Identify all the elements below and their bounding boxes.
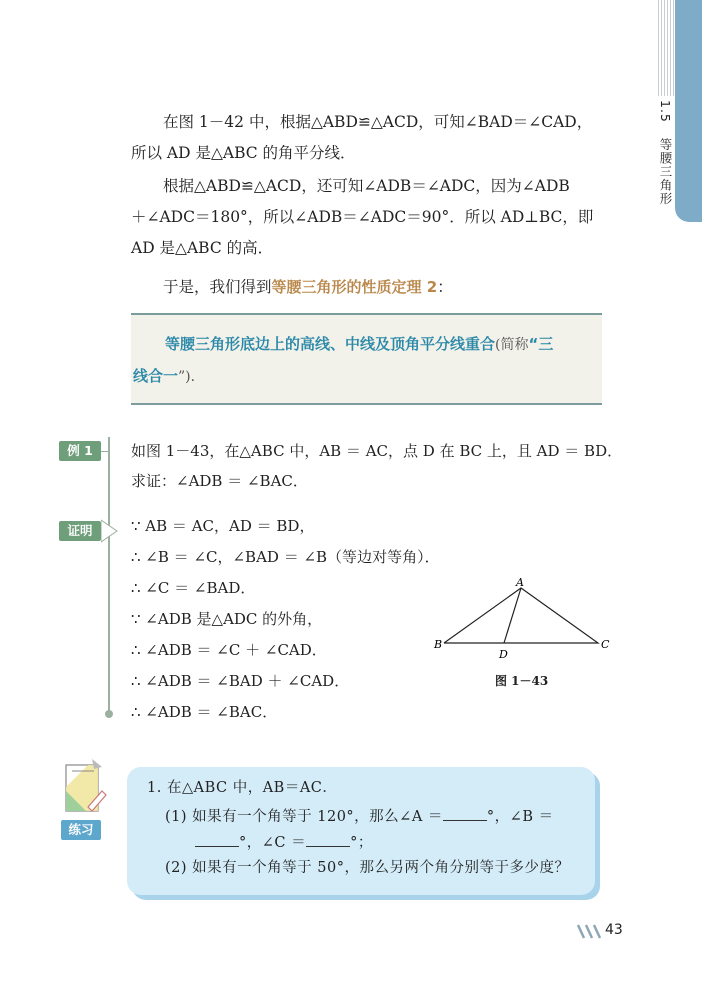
- exercise-notebook-icon: [58, 757, 110, 819]
- section-heading: [648, 100, 674, 205]
- page-number: 43: [605, 922, 623, 938]
- theorem-quote-2: 线合一: [133, 367, 179, 385]
- para2-line1: 根据△ABD≌△ACD，还可知∠ADB＝∠ADC，因为∠ADB: [163, 177, 570, 195]
- proof-line: ∵ AB ＝ AC，AD ＝ BD，: [131, 517, 315, 535]
- proof-line: ∴ ∠B ＝ ∠C，∠BAD ＝ ∠B（等边对等角）．: [131, 548, 440, 566]
- theorem-name: 等腰三角形的性质定理 2: [271, 278, 438, 296]
- para2-line3: AD 是△ABC 的高．: [131, 239, 274, 257]
- page-slashes-icon: [576, 922, 604, 940]
- theorem-note-open: (简称: [495, 337, 529, 353]
- para3: [163, 272, 453, 302]
- timeline-end-dot: [105, 710, 113, 718]
- proof-line: ∴ ∠ADB ＝ ∠BAD ＋ ∠CAD．: [131, 672, 350, 690]
- answer-blank-B[interactable]: [195, 832, 239, 847]
- exercise-q1: 1. 在△ABC 中，AB＝AC．: [147, 780, 338, 796]
- example-line2: 求证：∠ADB ＝ ∠BAC．: [131, 472, 308, 490]
- answer-blank-A[interactable]: [443, 806, 487, 821]
- para3-prefix: 于是，我们得到: [163, 278, 272, 296]
- proof-line: ∵ ∠ADB 是△ADC 的外角，: [131, 610, 323, 628]
- para1-line2: 所以 AD 是△ABC 的角平分线．: [131, 144, 356, 162]
- proof-line: ∴ ∠ADB ＝ ∠BAC．: [131, 703, 278, 721]
- section-number: 1.5: [658, 100, 673, 123]
- para1-line1: 在图 1－42 中，根据△ABD≌△ACD，可知∠BAD＝∠CAD，: [163, 113, 593, 131]
- exercise-q1a-line1: [165, 806, 554, 827]
- q1a-text-4: °；: [350, 835, 373, 851]
- q1a-text-2: °，∠B ＝: [486, 809, 554, 825]
- section-title: 等腰三角形: [658, 137, 673, 206]
- para3-suffix: ：: [437, 278, 453, 296]
- proof-timeline: [108, 437, 110, 713]
- proof-line: ∴ ∠C ＝ ∠BAD．: [131, 579, 256, 597]
- triangle-figure: [425, 570, 615, 665]
- example-line1: 如图 1－43，在△ABC 中，AB ＝ AC，点 D 在 BC 上，且 AD ＝ BD．: [131, 442, 623, 460]
- label-C: C: [601, 638, 610, 651]
- theorem-note-close: ”)．: [178, 369, 205, 385]
- proof-line: ∴ ∠ADB ＝ ∠C ＋ ∠CAD．: [131, 641, 327, 659]
- exercise-tag: 练习: [61, 820, 101, 840]
- label-A: A: [516, 576, 524, 589]
- answer-blank-C[interactable]: [306, 832, 350, 847]
- para2-line2: ＋∠ADC＝180°，所以∠ADB＝∠ADC＝90°．所以 AD⊥BC，即: [131, 208, 594, 226]
- example-tag: 例 1: [59, 441, 101, 461]
- q1a-text-1: (1) 如果有一个角等于 120°，那么∠A ＝: [165, 809, 443, 825]
- theorem-statement: 等腰三角形底边上的高线、中线及顶角平分线重合: [165, 335, 496, 353]
- proof-arrow-icon: [101, 519, 119, 543]
- header-decorative-lines: [658, 0, 674, 96]
- proof-tag: 证明: [59, 521, 101, 541]
- chapter-tab: [675, 0, 702, 222]
- label-B: B: [434, 638, 443, 651]
- theorem-box: [131, 313, 602, 405]
- q1a-text-3: °，∠C ＝: [239, 835, 307, 851]
- label-D: D: [499, 648, 508, 661]
- exercise-q1a-line2: [195, 832, 373, 853]
- theorem-quote-1: “三: [528, 335, 554, 353]
- example-connector: [101, 451, 109, 452]
- figure-caption: 图 1－43: [495, 674, 549, 688]
- theorem-text: [131, 329, 593, 393]
- exercise-q1b: (2) 如果有一个角等于 50°，那么另两个角分别等于多少度？: [165, 860, 570, 876]
